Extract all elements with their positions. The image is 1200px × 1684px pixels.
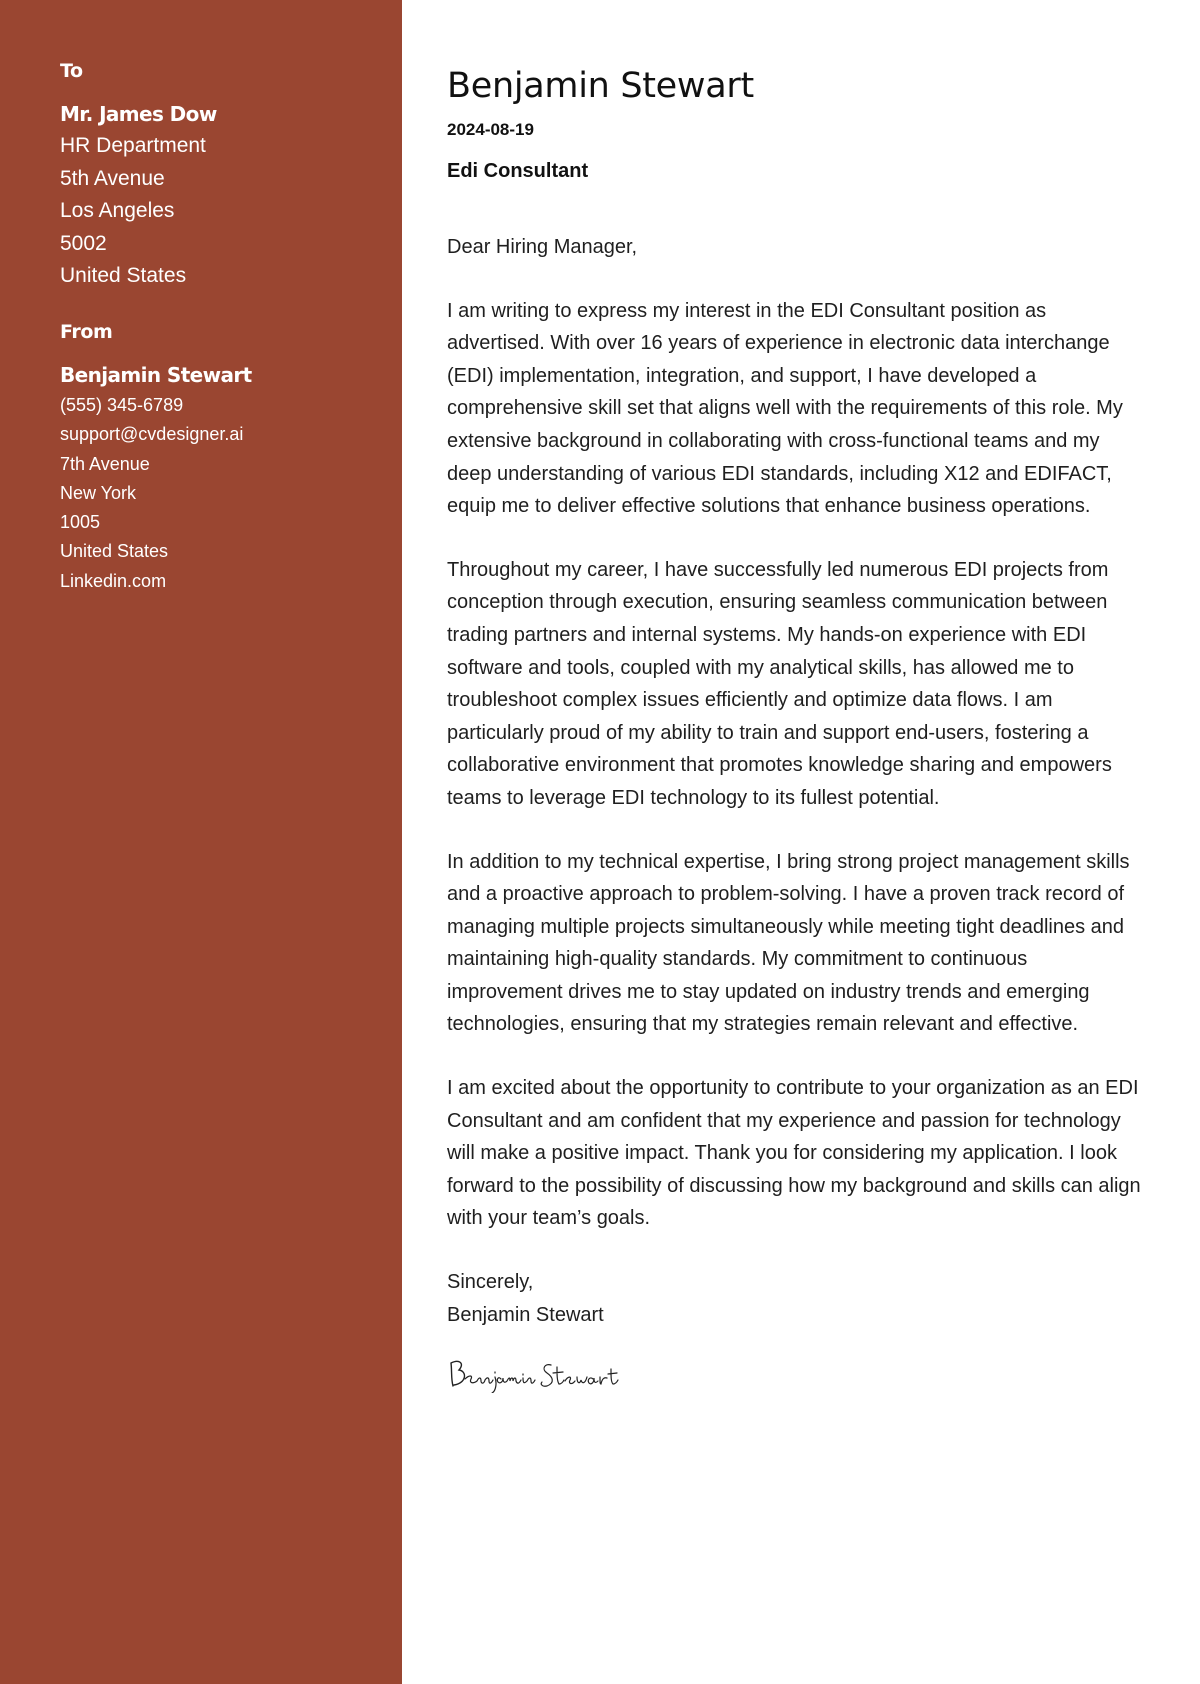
letter-paragraph: In addition to my technical expertise, I bring strong project management skills and a proactive approach to problem-solving. I have a proven track record of managing multiple projects simultaneously while meeting tight deadlines and maintaining high-quality standards. My commitment to continuous improvement drives me to stay updated on industry trends and emerging technologies, ensuring that my strategies remain relevant and effective. <box>447 850 1130 1036</box>
recipient-department: HR Department <box>60 134 206 157</box>
letter-date: 2024-08-19 <box>447 120 534 139</box>
sender-block <box>60 321 402 596</box>
recipient-city: Los Angeles <box>60 199 175 223</box>
recipient-heading: To <box>60 60 83 82</box>
letter-paragraph: Throughout my career, I have successfully led numerous EDI projects from conception through execution, ensuring seamless communication between trading partners and internal systems. My hands-on experience with EDI software and tools, coupled with my analytical skills, has allowed me to troubleshoot complex issues efficiently and optimize data flows. I am particularly proud of my ability to train and support end-users, fostering a collaborative environment that promotes knowledge sharing and empowers teams to leverage EDI technology to its fullest potential. <box>447 558 1112 809</box>
sidebar <box>0 0 402 1684</box>
letter-closing <box>447 1266 1147 1331</box>
closing-name: Benjamin Stewart <box>447 1303 604 1326</box>
recipient-country: United States <box>60 264 187 288</box>
recipient-street: 5th Avenue <box>60 166 165 190</box>
recipient-block <box>60 60 402 293</box>
sender-city: New York <box>60 482 137 503</box>
letter-body <box>447 66 1147 1398</box>
sender-zip: 1005 <box>60 512 101 533</box>
letter-paragraph: I am excited about the opportunity to contribute to your organization as an EDI Consultant and am confident that my experience and passion for technology will make a positive impact. Thank you for considering my application. I look forward to the possibility of discussing how my background and skills can align with your team’s goals. <box>447 1077 1141 1230</box>
letter-author-name: Benjamin Stewart <box>447 66 754 106</box>
sender-website: Linkedin.com <box>60 570 167 591</box>
sender-phone: (555) 345-6789 <box>60 394 184 415</box>
letter-greeting: Dear Hiring Manager, <box>447 236 638 258</box>
letter-paragraph: I am writing to express my interest in the EDI Consultant position as advertised. With over 16 years of experience in electronic data interchange (EDI) implementation, integration, and support, I have developed a comprehensive skill set that aligns well with the requirements of this role. My extensive background in collaborating with cross-functional teams and my deep understanding of various EDI standards, including X12 and EDIFACT, equip me to deliver effective solutions that enhance business operations. <box>447 299 1123 518</box>
recipient-zip: 5002 <box>60 231 107 255</box>
sender-country: United States <box>60 541 169 562</box>
sender-name: Benjamin Stewart <box>60 362 252 387</box>
sender-street: 7th Avenue <box>60 453 150 474</box>
sender-email: support@cvdesigner.ai <box>60 424 244 445</box>
letter-position: Edi Consultant <box>447 160 589 182</box>
sender-heading: From <box>60 320 113 343</box>
closing-phrase: Sincerely, <box>447 1271 534 1294</box>
handwritten-signature <box>447 1353 667 1393</box>
recipient-name: Mr. James Dow <box>60 102 217 126</box>
